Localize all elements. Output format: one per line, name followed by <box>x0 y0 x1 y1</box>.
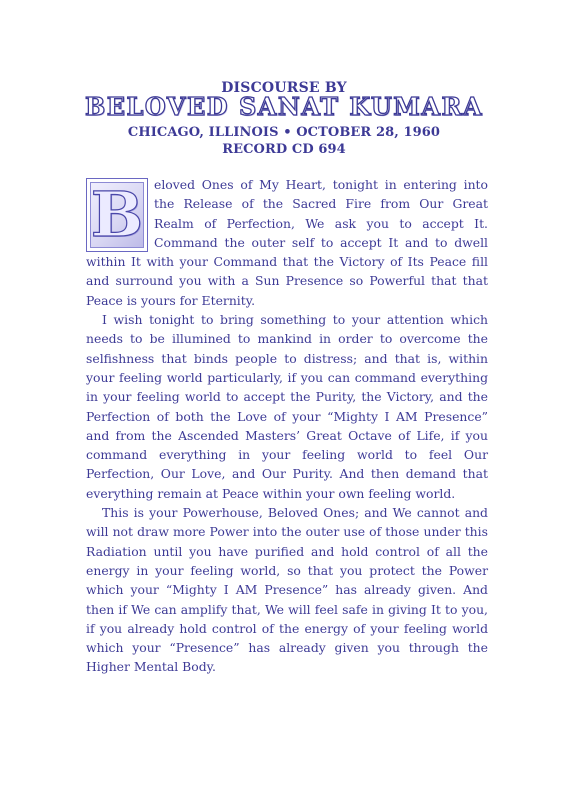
drop-cap-ornament <box>86 178 148 252</box>
paragraph-3: This is your Powerhouse, Beloved Ones; and We cannot and will not draw more Power into the outer use of those under this Radiation until you have purified and hold control of all the energy in your feeling world, so that you protect the Power which your “Mighty I AM Presence” has already given. And then if We can amplify that, We will feel safe in giving It to you, if you already hold control of the energy of your feeling world which your “Presence” has already given you through the Higher Mental Body. <box>86 505 488 675</box>
location-date: CHICAGO, ILLINOIS • OCTOBER 28, 1960 <box>127 125 441 140</box>
drop-cap-letter: B <box>90 178 144 251</box>
paragraph-1-text: eloved Ones of My Heart, tonight in entering into the Release of the Sacred Fire from Our Great Realm of Perfection, We ask you to accept It. Command the outer self to accept It and to dwell within It with your Command that the Victory of Its Peace fill and surround you with a Sun Presence so Powerful that that Peace is yours for Eternity. <box>86 177 488 308</box>
discourse-body <box>86 175 488 677</box>
speaker-title: BELOVED SANAT KUMARA <box>84 92 484 121</box>
record-number: RECORD CD 694 <box>222 142 346 157</box>
paragraph-2: I wish tonight to bring something to your attention which needs to be illumined to mankind in order to overcome the selfishness that binds people to distress; and that is, within your feeling world particularly, if you can command everything in your feeling world to accept the Purity, the Victory, and the Perfection of both the Love of your “Mighty I AM Presence” and from the Ascended Masters’ Great Octave of Life, if you command everything in your feeling world to feel Our Perfection, Our Love, and Our Purity. And then demand that everything remain at Peace within your own feeling world. <box>86 312 488 501</box>
discourse-label: DISCOURSE BY <box>221 80 347 96</box>
paragraph-1 <box>86 175 488 310</box>
